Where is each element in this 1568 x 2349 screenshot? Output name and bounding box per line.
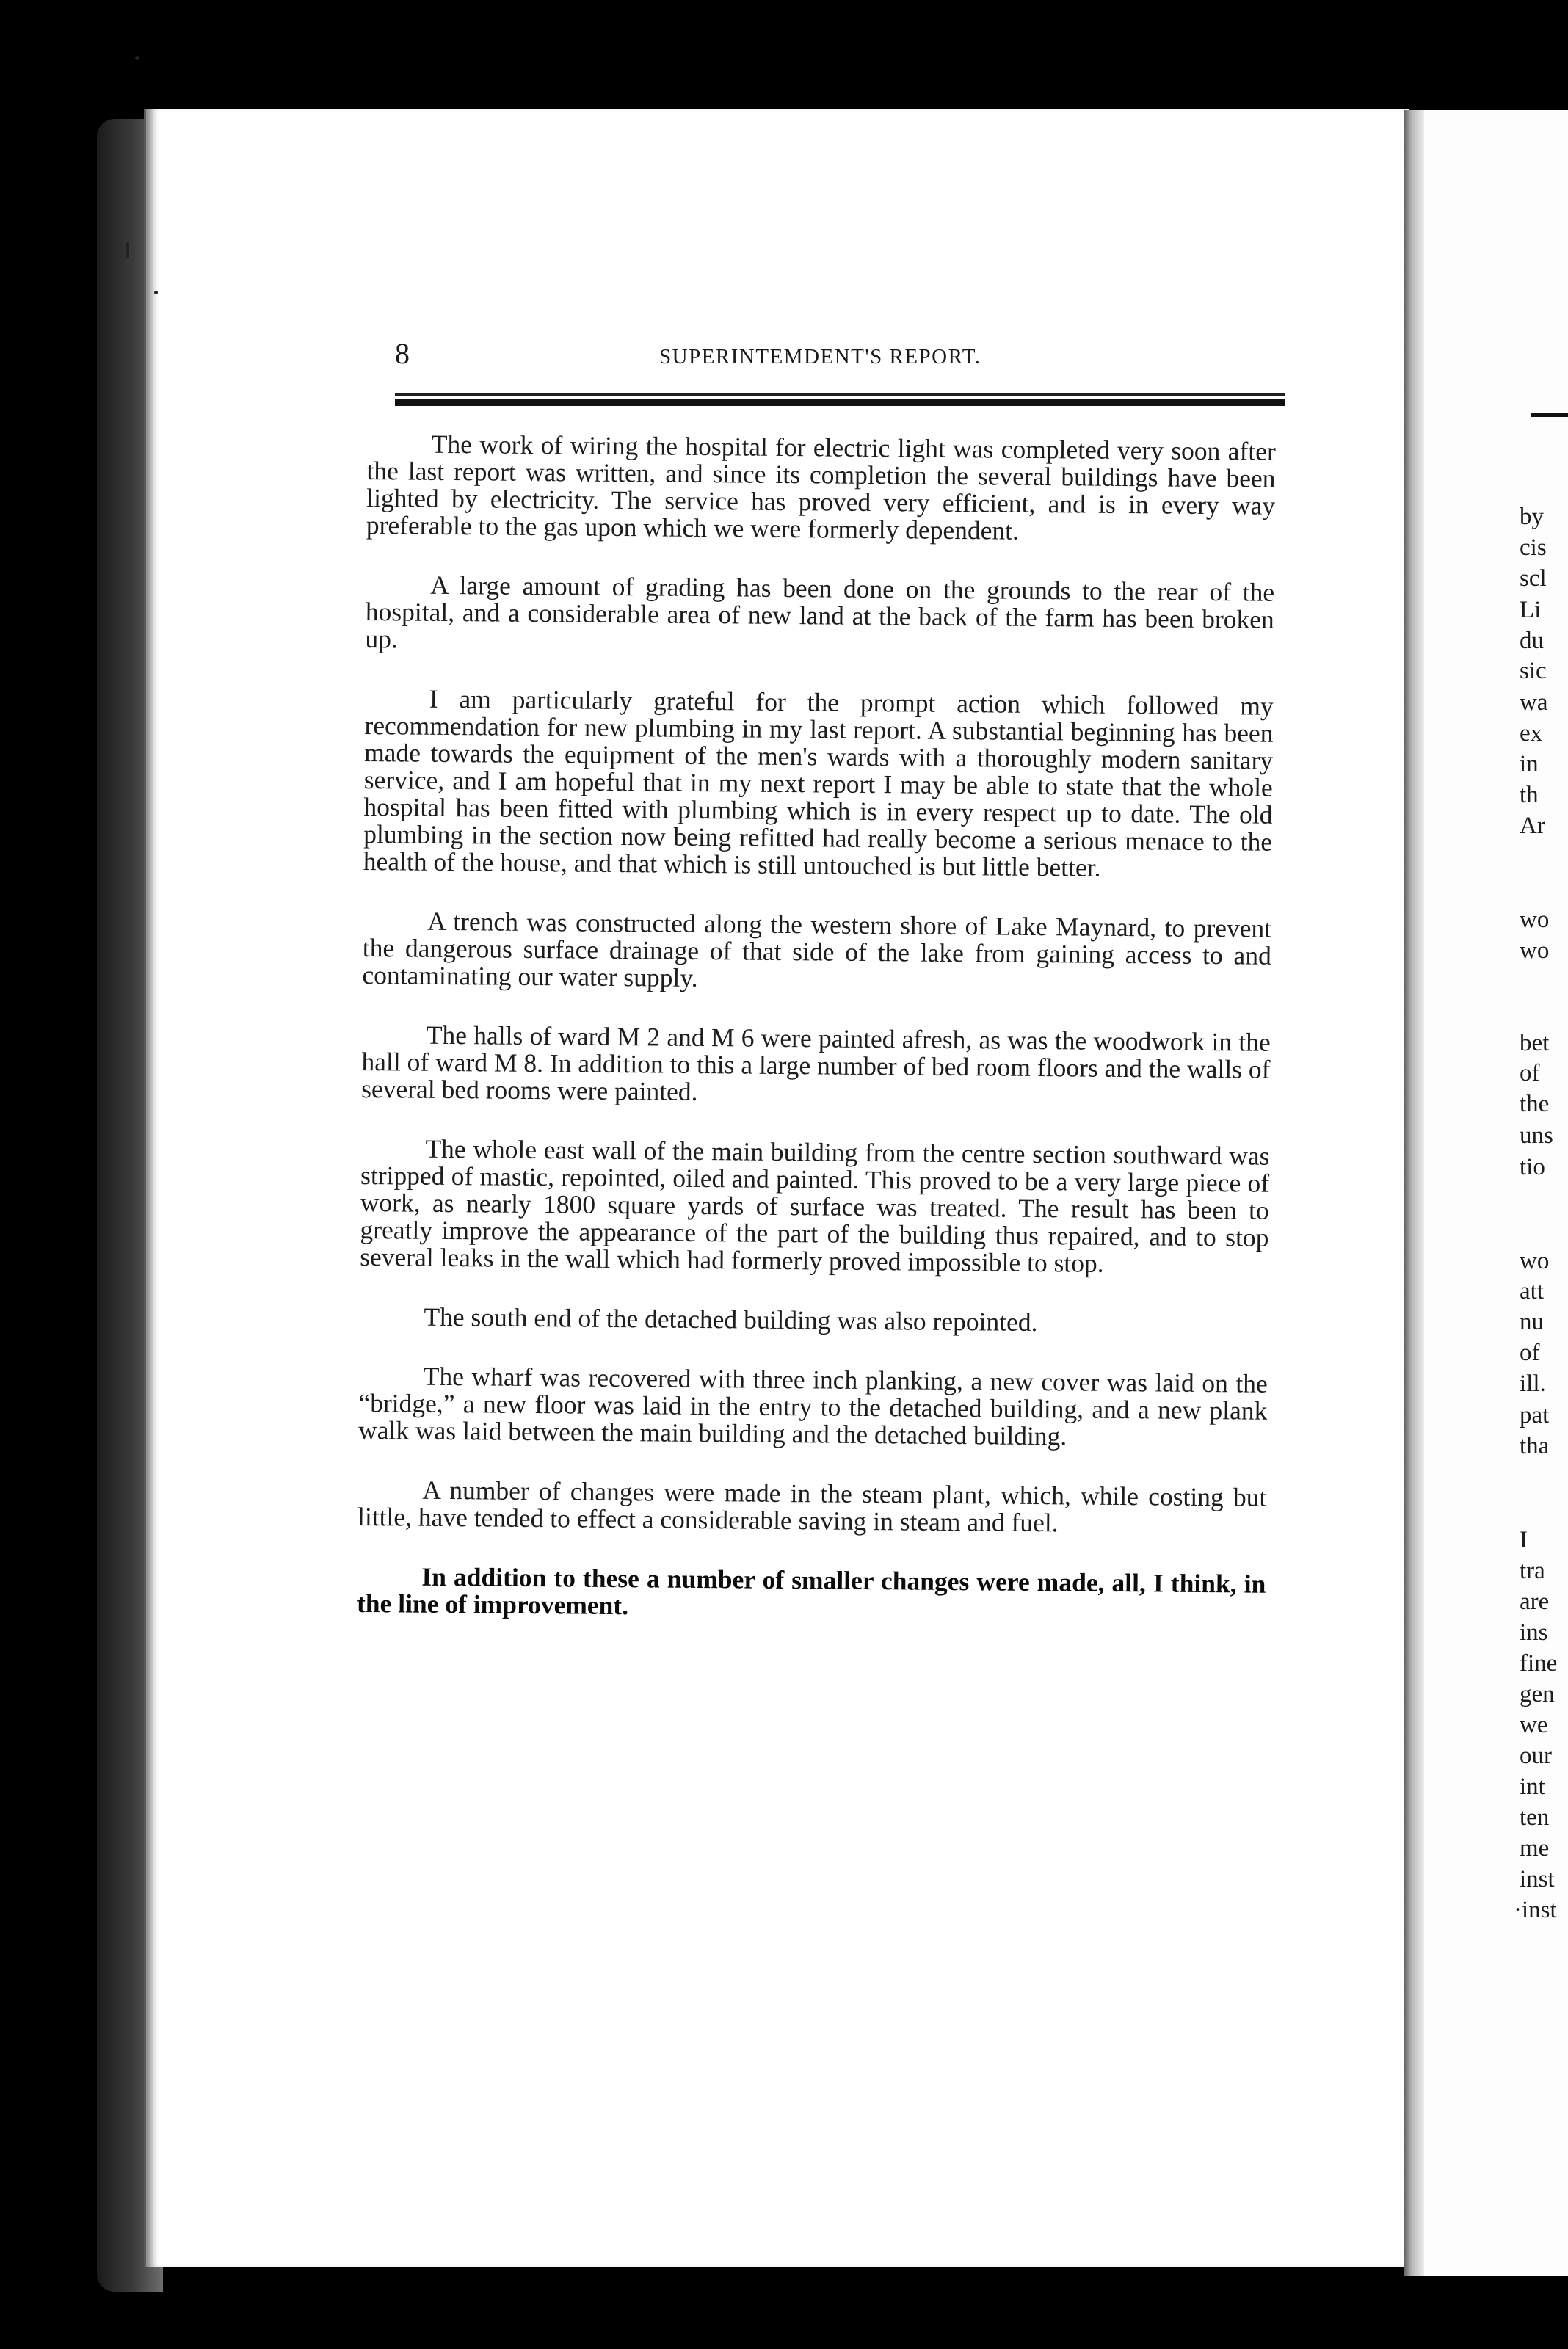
- facing-page-fragment: tha: [1520, 1433, 1550, 1459]
- paragraph-trench: A trench was constructed along the western shore of Lake Maynard, to prevent the dangerous surface drainage of that side of the lake from gaining access to and contaminating our water supply.: [362, 906, 1272, 992]
- scan-speck: [154, 291, 158, 294]
- book-gutter: [1404, 110, 1424, 2276]
- facing-page-fragment: wo: [1520, 907, 1550, 933]
- page-header: [395, 336, 1283, 380]
- facing-page-fragment: ·inst: [1514, 1897, 1557, 1923]
- paragraph-electric-light: The work of wiring the hospital for electric light was completed very soon after the last report was written, and since its completion the several buildings have been lighted by electricity. The service has proved very efficient, and is in every way preferable to the gas upon which we were formerly dependent.: [366, 429, 1276, 545]
- facing-page-fragment: wo: [1520, 1248, 1550, 1274]
- facing-page-fragment: in: [1520, 751, 1539, 777]
- facing-page-fragment: we: [1520, 1712, 1548, 1738]
- facing-page-fragment: me: [1520, 1835, 1550, 1862]
- facing-page-fragment: of: [1520, 1060, 1540, 1086]
- facing-page-fragment: ins: [1520, 1619, 1548, 1646]
- page-number: 8: [395, 337, 410, 370]
- paragraph-steam-plant: A number of changes were made in the steam plant, which, while costing but little, have tended to effect a considerable saving in steam and fuel.: [357, 1475, 1267, 1538]
- facing-page-fragment: fine: [1520, 1650, 1558, 1677]
- paragraph-south-end: The south end of the detached building was also repointed.: [424, 1301, 1038, 1337]
- facing-page-fragment: att: [1520, 1278, 1544, 1304]
- facing-page-fragment: ten: [1520, 1804, 1550, 1831]
- facing-page-fragment: ex: [1520, 720, 1543, 747]
- facing-page-fragment: tio: [1520, 1154, 1545, 1180]
- header-rule-thick: [395, 399, 1285, 406]
- paragraph-smaller-changes: In addition to these a number of smaller changes were made, all, I think, in the line of improvement.: [356, 1561, 1266, 1621]
- facing-page-fragment: pat: [1520, 1402, 1550, 1428]
- paragraph-grading: A large amount of grading has been done on the grounds to the rear of the hospital, and a considerable area of new land at the back of the farm has been broken up.: [365, 570, 1275, 654]
- facing-page-rule: [1531, 413, 1568, 417]
- facing-page-edge: [1424, 110, 1568, 2276]
- facing-page-fragment: cis: [1520, 534, 1547, 561]
- paragraph-painting: The halls of ward M 2 and M 6 were painted afresh, as was the woodwork in the hall of ward M 8. In addition to this a large number of bed room floors and the walls of several bed rooms were painted.: [360, 1020, 1271, 1106]
- facing-page-fragment: wo: [1520, 937, 1550, 964]
- paragraph-wharf: The wharf was recovered with three inch planking, a new cover was laid on the “bridge,” a new floor was laid in the entry to the detached building, and a new plank walk was laid between the main building and the detached building.: [357, 1361, 1268, 1451]
- facing-page-fragment: of: [1520, 1340, 1540, 1366]
- report-body: [357, 430, 1276, 1658]
- facing-page-fragment: du: [1520, 628, 1544, 654]
- running-head: SUPERINTEMDENT'S REPORT.: [659, 345, 981, 368]
- facing-page-fragment: I: [1520, 1527, 1528, 1553]
- facing-page-fragment: our: [1520, 1743, 1552, 1769]
- scan-speck: [126, 242, 129, 258]
- facing-page-fragment: Li: [1520, 597, 1542, 623]
- facing-page-fragment: bet: [1520, 1030, 1550, 1056]
- paragraph-plumbing: I am particularly grateful for the prompt action which followed my recommendation for new plumbing in my last report. A substantial beginning has been made towards the equipment of the men's wards with a thoroughly modern sanitary service, and I am hopeful that in my next report I may be able to state that the whole hospital has been fitted with plumbing which is in every respect up to date. The old plumbing in the section now being refitted had really become a serious menace to the health of the house, and that which is still untouched is but little better.: [363, 683, 1274, 882]
- facing-page-fragment: by: [1520, 504, 1544, 530]
- facing-page-fragment: Ar: [1520, 813, 1545, 839]
- facing-page-fragment: int: [1520, 1773, 1545, 1800]
- facing-page-fragment: are: [1520, 1589, 1550, 1615]
- facing-page-fragment: inst: [1520, 1866, 1555, 1892]
- facing-page-fragment: nu: [1520, 1309, 1544, 1335]
- facing-page-fragment: wa: [1520, 689, 1548, 716]
- facing-page-fragment: gen: [1520, 1681, 1555, 1707]
- header-rule-thin: [395, 393, 1285, 396]
- facing-page-fragment: scl: [1520, 565, 1547, 592]
- facing-page-fragment: ill.: [1520, 1370, 1546, 1397]
- facing-page-fragment: tra: [1520, 1558, 1545, 1584]
- facing-page-fragment: uns: [1520, 1122, 1553, 1149]
- facing-page-fragment: sic: [1520, 658, 1547, 684]
- paragraph-east-wall: The whole east wall of the main building from the centre section southward was stripped of mastic, repointed, oiled and painted. This proved to be a very large piece of work, as nearly 1800 square yards of surface was treated. The result has been to greatly improve the appearance of the part of the building thus repaired, and to stop several leaks in the wall which had formerly proved impossible to stop.: [359, 1133, 1270, 1278]
- facing-page-fragment: the: [1520, 1091, 1550, 1117]
- scan-speck: [135, 56, 139, 60]
- facing-page-fragment: th: [1520, 782, 1539, 808]
